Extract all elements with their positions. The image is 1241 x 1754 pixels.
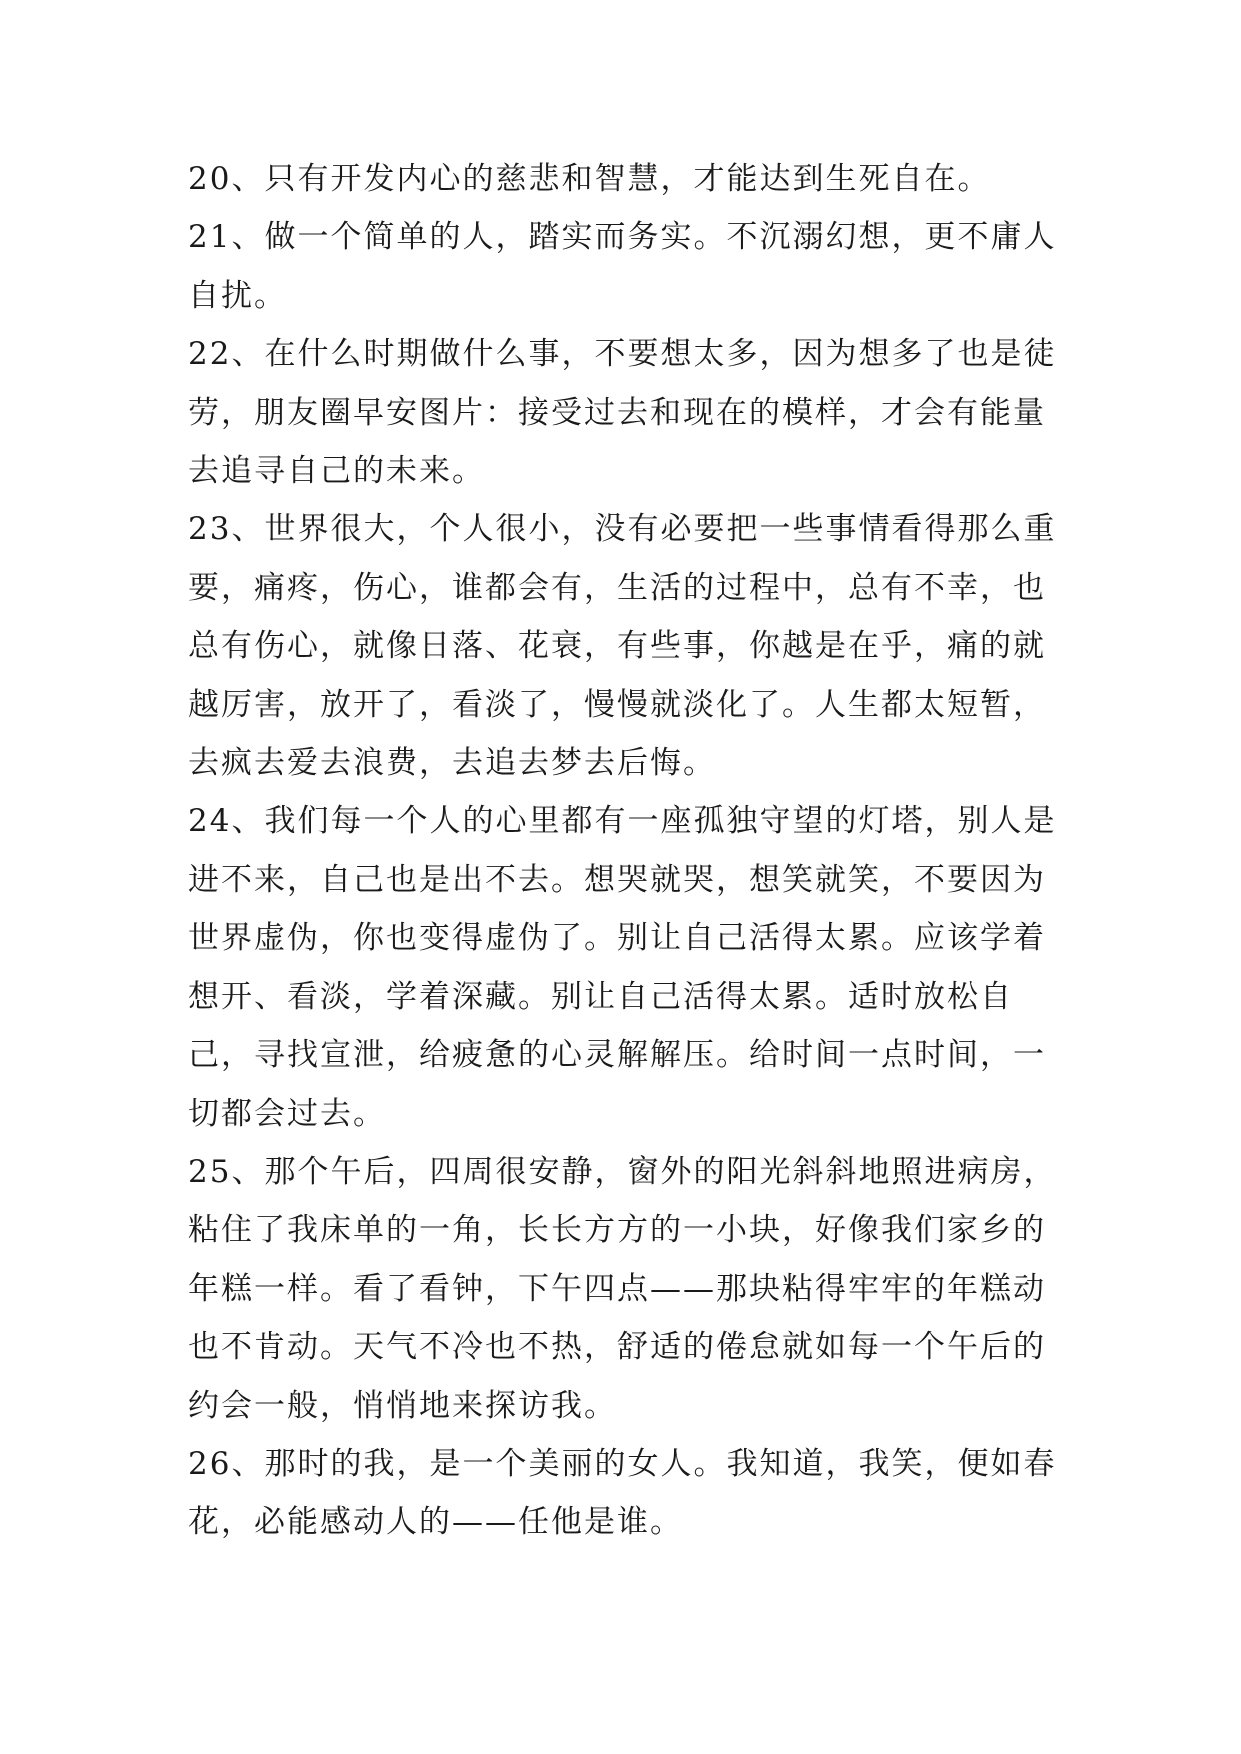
paragraph-26: 26、那时的我，是一个美丽的女人。我知道，我笑，便如春花，必能感动人的——任他是谁。 [188, 1445, 1057, 1541]
paragraph-20: 20、只有开发内心的慈悲和智慧，才能达到生死自在。 [188, 161, 991, 197]
paragraph-24: 24、我们每一个人的心里都有一座孤独守望的灯塔，别人是进不来，自己也是出不去。想哭就哭，想笑就笑，不要因为世界虚伪，你也变得虚伪了。别让自己活得太累。应该学着想开、看淡，学着深藏。别让自己活得太累。适时放松自己，寻找宣泄，给疲惫的心灵解解压。给时间一点时间，一切都会过去。 [188, 803, 1057, 1132]
paragraph-23: 23、世界很大，个人很小，没有必要把一些事情看得那么重要，痛疼，伤心，谁都会有，生活的过程中，总有不幸，也总有伤心，就像日落、花衰，有些事，你越是在乎，痛的就越厉害，放开了，看淡了，慢慢就淡化了。人生都太短暂，去疯去爱去浪费，去追去梦去后悔。 [188, 511, 1057, 782]
paragraph-25: 25、那个午后，四周很安静，窗外的阳光斜斜地照进病房，粘住了我床单的一角，长长方方的一小块，好像我们家乡的年糕一样。看了看钟，下午四点——那块粘得牢牢的年糕动也不肯动。天气不冷也不热，舒适的倦怠就如每一个午后的约会一般，悄悄地来探访我。 [188, 1153, 1057, 1424]
paragraph-21: 21、做一个简单的人，踏实而务实。不沉溺幻想，更不庸人自扰。 [188, 219, 1057, 314]
paragraph-22: 22、在什么时期做什么事，不要想太多，因为想多了也是徒劳，朋友圈早安图片：接受过去和现在的模样，才会有能量去追寻自己的未来。 [188, 336, 1057, 490]
document-body [188, 150, 1068, 1552]
